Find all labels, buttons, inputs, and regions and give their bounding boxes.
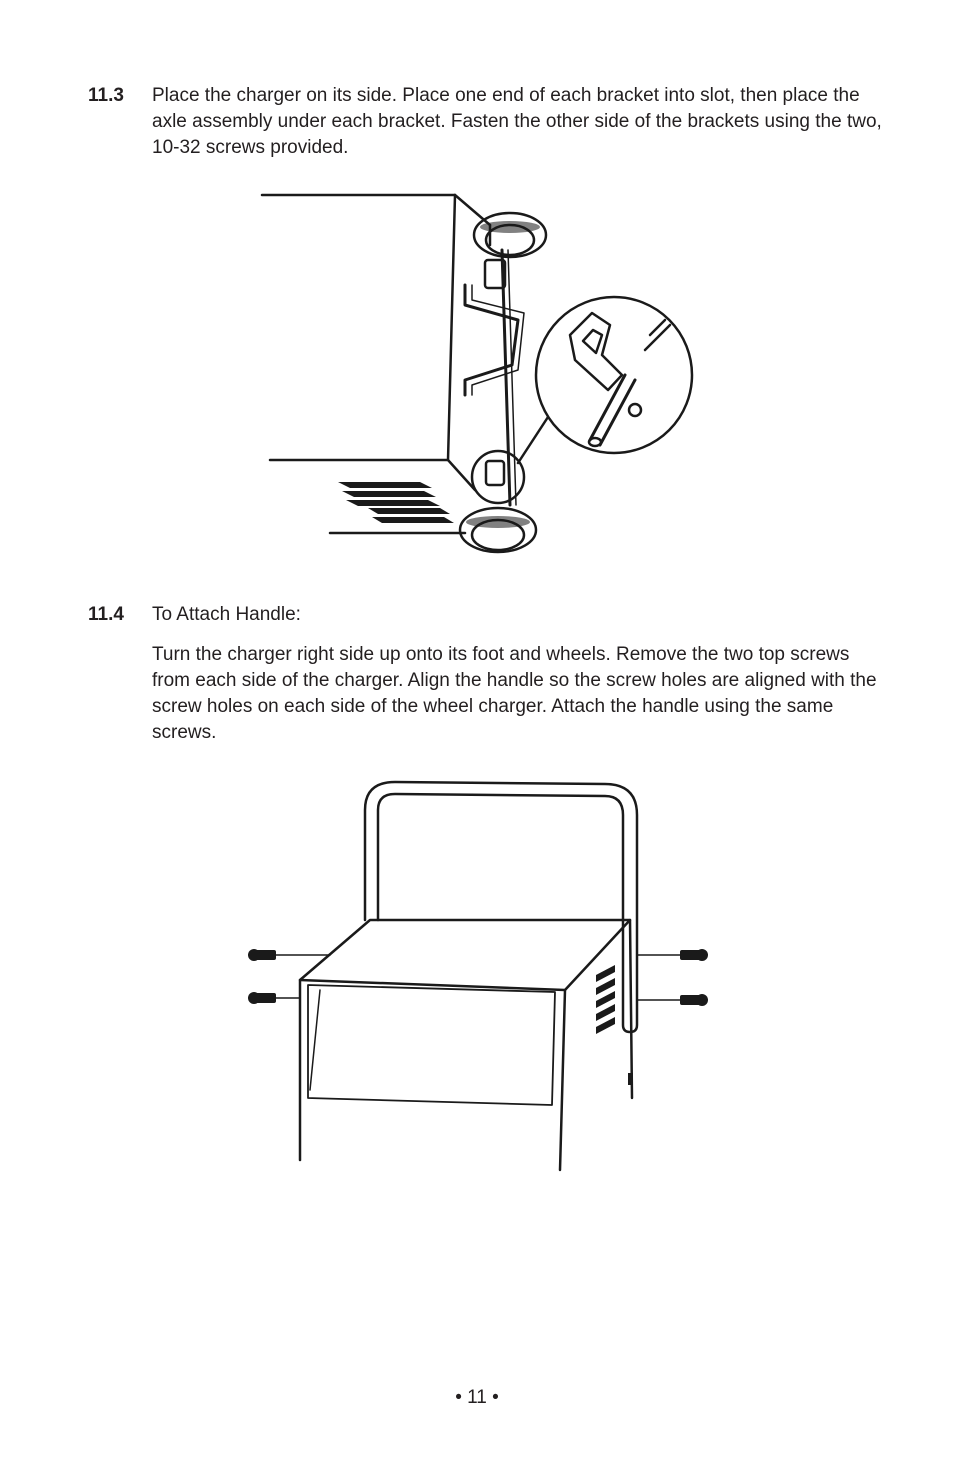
handle-attachment-illustration	[240, 770, 720, 1180]
step-text: Turn the charger right side up onto its foot and wheels. Remove the two top screws from each side of the charger. Align the handle so the screw holes are aligned with the screw holes on each side of the wheel charger. Attach the handle using the same screws.	[152, 644, 877, 743]
page-number: • 11 •	[455, 1387, 499, 1408]
step-number: 11.4	[88, 604, 124, 625]
axle-assembly-illustration	[250, 185, 710, 565]
step-number: 11.3	[88, 85, 124, 106]
step-heading: To Attach Handle:	[152, 604, 301, 625]
step-text: Place the charger on its side. Place one end of each bracket into slot, then place the axle assembly under each bracket. Fasten the other side of the brackets using the two, 10-32 screws provided.	[152, 85, 882, 158]
